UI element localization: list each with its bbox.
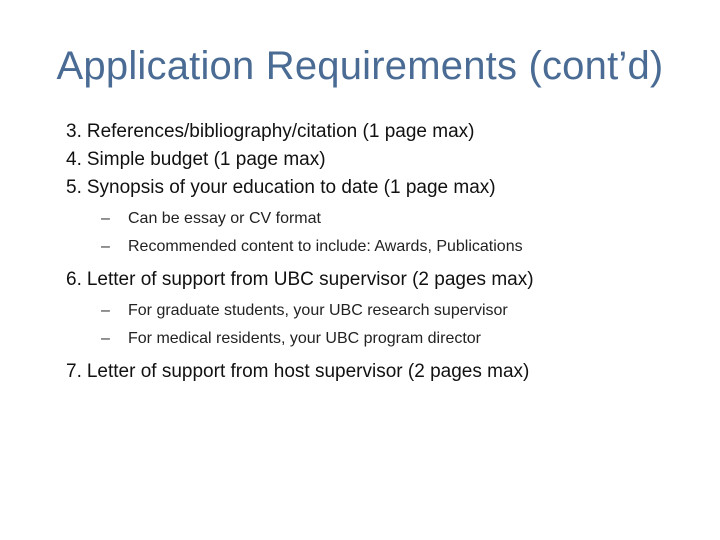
sub-bullet bbox=[66, 205, 706, 233]
sub-bullet bbox=[66, 325, 706, 353]
item-text: References/bibliography/citation (1 page max) bbox=[86, 121, 475, 142]
item-number: 3. bbox=[66, 121, 82, 142]
list-item-3 bbox=[66, 118, 706, 146]
item-text: Synopsis of your education to date (1 page max) bbox=[86, 177, 496, 198]
list-item-6 bbox=[66, 266, 706, 294]
dash-bullet-icon: – bbox=[101, 210, 110, 227]
sub-bullet-text: For medical residents, your UBC program director bbox=[128, 330, 482, 347]
sublist-item-6 bbox=[66, 297, 706, 353]
list-item-4 bbox=[66, 146, 706, 174]
item-number: 4. bbox=[66, 149, 82, 170]
slide-content bbox=[66, 118, 706, 386]
dash-bullet-icon: – bbox=[101, 238, 110, 255]
item-text: Letter of support from host supervisor (2 pages max) bbox=[86, 361, 530, 382]
dash-bullet-icon: – bbox=[101, 302, 110, 319]
sub-bullet-text: For graduate students, your UBC research supervisor bbox=[128, 302, 508, 319]
sub-bullet-text: Recommended content to include: Awards, Publications bbox=[128, 238, 523, 255]
list-item-5 bbox=[66, 174, 706, 202]
sub-bullet-text: Can be essay or CV format bbox=[128, 210, 321, 227]
sublist-item-5 bbox=[66, 205, 706, 261]
item-text: Letter of support from UBC supervisor (2 pages max) bbox=[86, 269, 534, 290]
list-item-7 bbox=[66, 358, 706, 386]
item-number: 5. bbox=[66, 177, 82, 198]
item-number: 7. bbox=[66, 361, 82, 382]
sub-bullet bbox=[66, 297, 706, 325]
item-number: 6. bbox=[66, 269, 82, 290]
item-text: Simple budget (1 page max) bbox=[86, 149, 326, 170]
sub-bullet bbox=[66, 233, 706, 261]
slide-title: Application Requirements (cont’d) bbox=[56, 44, 664, 88]
dash-bullet-icon: – bbox=[101, 330, 110, 347]
